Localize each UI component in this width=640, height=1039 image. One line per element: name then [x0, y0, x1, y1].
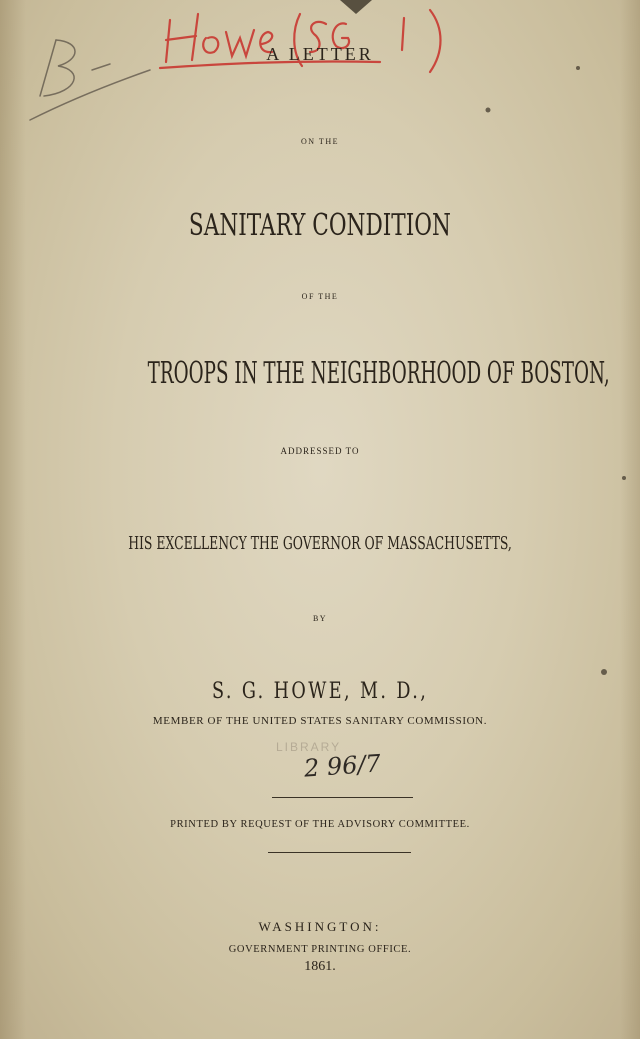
- on-the-text: ON THE: [301, 137, 339, 146]
- imprint-city: WASHINGTON:: [258, 919, 382, 934]
- ribbon-mark: [340, 0, 372, 14]
- author-line: [0, 679, 640, 704]
- divider-rule-1: [272, 797, 413, 798]
- heading-letter: A LETTER: [266, 44, 374, 64]
- by-text: BY: [312, 614, 328, 623]
- author-role: MEMBER OF THE UNITED STATES SANITARY COMMISSION.: [152, 715, 488, 727]
- library-stamp: LIBRARY: [276, 740, 342, 754]
- title-line-2-text: TROOPS IN THE NEIGHBORHOOD OF BOSTON,: [147, 356, 610, 391]
- of-the-text: OF THE: [301, 292, 339, 301]
- recipient-line: [0, 533, 640, 554]
- author-name: S. G. HOWE, M. D.,: [211, 679, 429, 704]
- page-left-shadow: [0, 0, 26, 1039]
- imprint-year: 1861.: [304, 959, 336, 974]
- recipient-text: HIS EXCELLENCY THE GOVERNOR OF MASSACHUSETTS,: [128, 533, 512, 554]
- printed-by-text: PRINTED BY REQUEST OF THE ADVISORY COMMITTEE.: [170, 819, 470, 830]
- title-line-1-text: SANITARY CONDITION: [189, 208, 451, 243]
- imprint-publisher: GOVERNMENT PRINTING OFFICE.: [228, 944, 412, 955]
- addressed-to-text: ADDRESSED TO: [280, 446, 360, 456]
- page-right-shadow: [620, 0, 640, 1039]
- title-line-2: [0, 356, 640, 391]
- divider-rule-2: [268, 852, 411, 853]
- title-line-1: [0, 208, 640, 243]
- accession-number: 2 96/7: [303, 749, 382, 783]
